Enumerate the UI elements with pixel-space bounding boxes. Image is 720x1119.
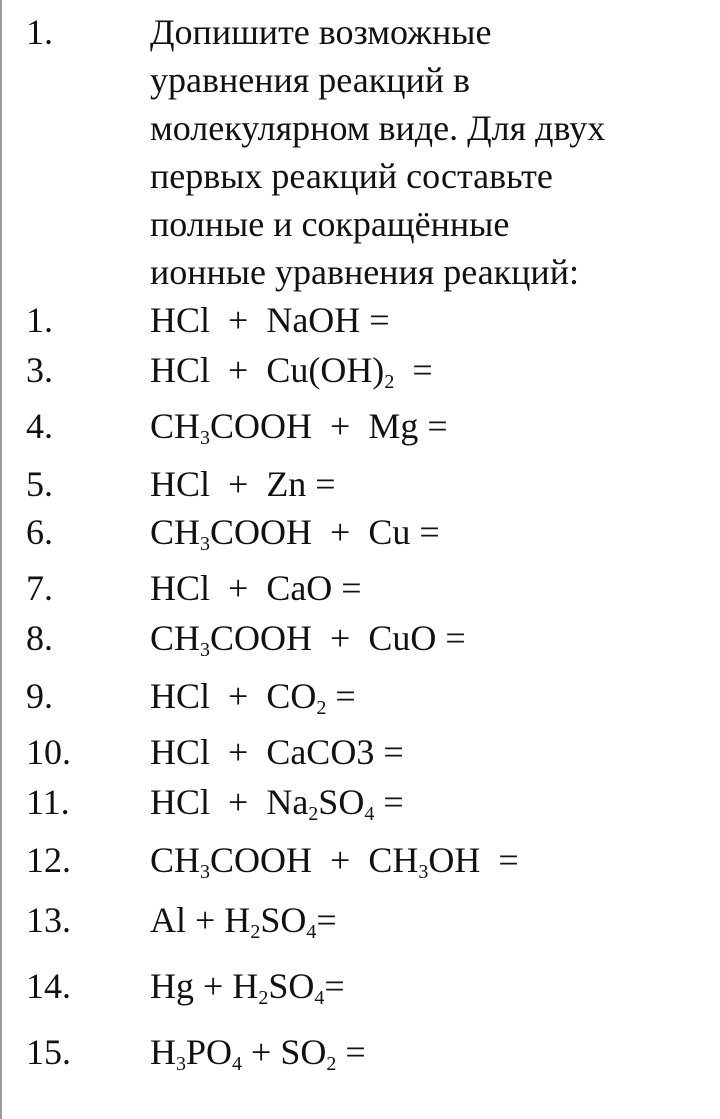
equation-text [150, 1028, 366, 1076]
equation-number: 1. [26, 300, 53, 340]
equation-fragment: = [316, 900, 337, 940]
equation-text [150, 614, 466, 662]
subscript: 3 [418, 861, 429, 883]
page-left-border [0, 0, 2, 1119]
instruction-line: молекулярном виде. Для двух [150, 108, 606, 148]
equation-fragment: HCl + CaCO3 = [150, 732, 404, 772]
equation-fragment: CH [150, 512, 201, 552]
equation-fragment: HCl + Na [150, 782, 309, 822]
equation-fragment: + SO [242, 1032, 327, 1072]
equation-text [150, 728, 404, 776]
subscript: 4 [364, 803, 375, 825]
equation-fragment: COOH + Cu = [210, 512, 440, 552]
subscript: 2 [316, 697, 327, 719]
equation-fragment: H [150, 1032, 176, 1072]
equation-fragment: Al + H [150, 900, 251, 940]
subscript: 2 [308, 803, 319, 825]
equation-fragment: SO [260, 900, 307, 940]
equation-fragment: = [336, 1032, 366, 1072]
subscript: 2 [326, 1053, 337, 1075]
subscript: 3 [200, 861, 211, 883]
equation-fragment: = [324, 966, 345, 1006]
instruction-line: Допишите возможные [150, 12, 492, 52]
equation-text [150, 836, 519, 884]
equation-text [150, 346, 433, 394]
subscript: 3 [176, 1053, 186, 1075]
instruction-line: уравнения реакций в [150, 60, 470, 100]
equation-text [150, 564, 362, 612]
equation-fragment: COOH + CuO = [210, 618, 466, 658]
equation-text [150, 778, 404, 826]
equation-number: 12. [26, 840, 71, 880]
instruction-line: первых реакций составьте [150, 156, 553, 196]
equation-number: 10. [26, 732, 71, 772]
subscript: 4 [306, 921, 317, 943]
subscript: 3 [200, 639, 211, 661]
equation-text [150, 402, 448, 450]
equation-fragment: OH = [428, 840, 519, 880]
equation-fragment: CH [150, 840, 201, 880]
equation-number: 13. [26, 900, 71, 940]
equation-text [150, 896, 337, 944]
equation-number: 14. [26, 966, 71, 1006]
subscript: 2 [384, 371, 395, 393]
equation-fragment: Hg + H [150, 966, 259, 1006]
equation-fragment: HCl + CO [150, 676, 317, 716]
instruction-text [150, 8, 710, 296]
equation-fragment: SO [318, 782, 365, 822]
subscript: 4 [314, 987, 325, 1009]
equation-fragment: PO [186, 1032, 233, 1072]
equation-number: 3. [26, 350, 53, 390]
equation-fragment: SO [268, 966, 315, 1006]
equation-fragment: HCl + NaOH = [150, 300, 390, 340]
equation-number: 4. [26, 406, 53, 446]
equation-number: 5. [26, 464, 53, 504]
equation-fragment: HCl + Cu(OH) [150, 350, 385, 390]
equation-number: 11. [26, 782, 70, 822]
instruction-line: ионные уравнения реакций: [150, 252, 579, 292]
instruction-line: полные и сокращённые [150, 204, 510, 244]
subscript: 2 [250, 921, 261, 943]
instruction-number: 1. [26, 12, 53, 52]
equation-text [150, 296, 390, 344]
equation-text [150, 460, 336, 508]
equation-fragment: = [394, 350, 433, 390]
subscript: 4 [232, 1053, 243, 1075]
subscript: 2 [258, 987, 269, 1009]
equation-number: 15. [26, 1032, 71, 1072]
equation-fragment: HCl + CaO = [150, 568, 362, 608]
equation-number: 6. [26, 512, 53, 552]
equation-fragment: CH [150, 406, 201, 446]
equation-fragment: HCl + Zn = [150, 464, 336, 504]
equation-number: 9. [26, 676, 53, 716]
subscript: 3 [200, 427, 211, 449]
equation-number: 7. [26, 568, 53, 608]
equation-fragment: COOH + CH [210, 840, 419, 880]
subscript: 3 [200, 533, 211, 555]
equation-fragment: COOH + Mg = [210, 406, 448, 446]
equation-number: 8. [26, 618, 53, 658]
equation-fragment: = [326, 676, 356, 716]
equation-fragment: = [374, 782, 404, 822]
equation-text [150, 672, 356, 720]
equation-fragment: CH [150, 618, 201, 658]
equation-text [150, 508, 440, 556]
equation-text [150, 962, 345, 1010]
